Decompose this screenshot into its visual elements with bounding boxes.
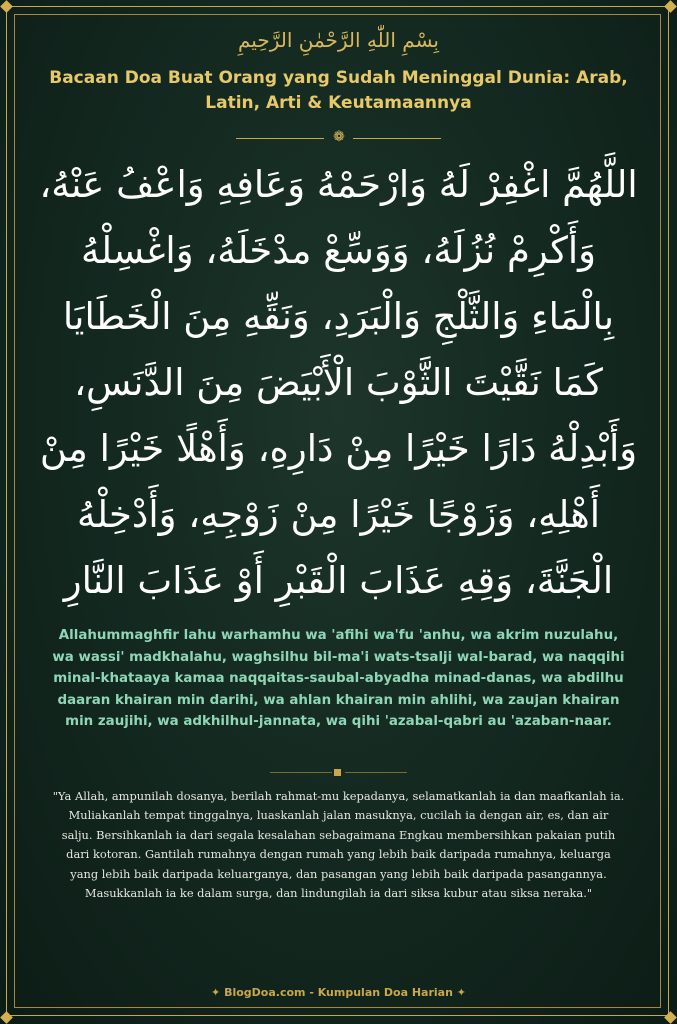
divider-line: [345, 772, 407, 773]
footer-credit: ✦ BlogDoa.com - Kumpulan Doa Harian ✦: [211, 986, 466, 999]
divider-line: [236, 138, 324, 139]
title-divider: [236, 129, 441, 145]
square-ornament-icon: [334, 769, 341, 776]
flower-ornament-icon: ❁: [333, 129, 345, 145]
arabic-prayer-text: اللَّهُمَّ اغْفِرْ لَهُ وَارْحَمْهُ وَعَافِهِ وَاعْفُ عَنْهُ، وَأَكْرِمْ نُزُلَهُ، وَوَسِّعْ مدْخَلَهُ، وَاغْسِلْهُ بِالْمَاءِ وَالثَّلْجِ وَالْبَرَدِ، وَنَقِّهِ مِنَ الْخَطَايَا كَمَا نَقَّيْتَ الثَّوْبَ الْأَبْيَضَ مِنَ الدَّنَسِ، وَأَبْدِلْهُ دَارًا خَيْرًا مِنْ دَارِهِ، وَأَهْلًا خَيْرًا مِنْ أَهْلِهِ، وَزَوْجًا خَيْرًا مِنْ زَوْجِهِ، وَأَدْخِلْهُ الْجَنَّةَ، وَقِهِ عَذَابَ الْقَبْرِ أَوْ عَذَابَ النَّارِ: [39, 163, 638, 602]
latin-transliteration: Allahummaghfir lahu warhamhu wa 'afihi wa'fu 'anhu, wa akrim nuzulahu, wa wassi' madkhalahu, waghsilhu bil-ma'i wats-tsalji wal-barad, wa naqqihi minal-khataaya kamaa naqqaitas-saubal-abyadha minad-danas, wa abdilhu daaran khairan min darihi, wa ahlan khairan min ahlihi, wa zaujan khairan min zaujihi, wa adkhilhul-jannata, wa qihi 'azabal-qabri au 'azaban-naar.: [52, 628, 625, 729]
divider-line: [270, 772, 332, 773]
translation-text: "Ya Allah, ampunilah dosanya, berilah rahmat-mu kepadanya, selamatkanlah ia dan maafkanlah ia. Muliakanlah tempat tinggalnya, luaskanlah jalan masuknya, cucilah ia dengan air, es, dan air salju. Bersihkanlah ia dari segala kesalahan sebagaimana Engkau membersihkan pakaian putih dari kotoran. Gantilah rumahnya dengan rumah yang lebih baik daripada rumahnya, keluarga yang lebih baik daripada keluarganya, dan pasangan yang lebih baik daripada pasangannya. Masukkanlah ia ke dalam surga, dan lindungilah ia dari siksa kubur atau siksa neraka.": [52, 789, 625, 901]
page-title: Bacaan Doa Buat Orang yang Sudah Meninggal Dunia: Arab, Latin, Arti & Keutamaannya: [49, 68, 628, 113]
section-divider: [270, 768, 407, 778]
divider-line: [353, 138, 441, 139]
bismillah-heading: بِسْمِ اللّٰهِ الرَّحْمٰنِ الرَّحِيمِ: [237, 28, 439, 52]
